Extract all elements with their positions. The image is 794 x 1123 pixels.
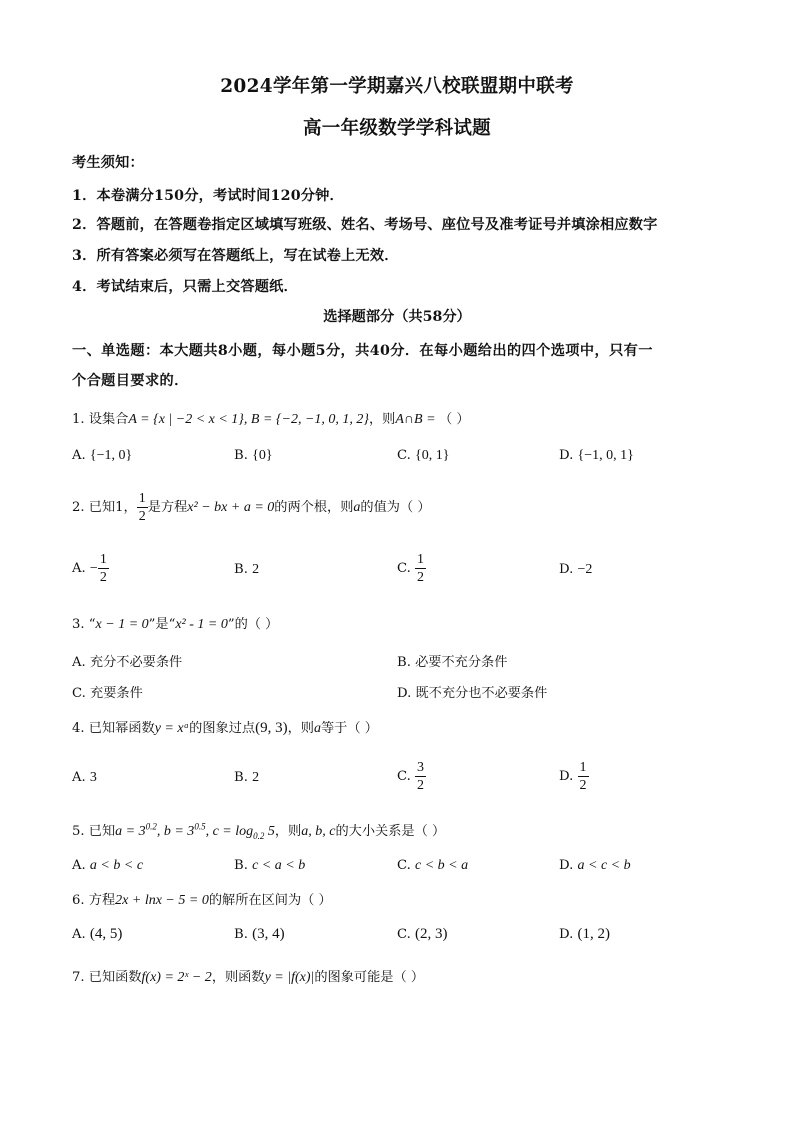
- point: (9, 3): [255, 720, 288, 736]
- question-3: [72, 613, 278, 633]
- q6-option-d[interactable]: D. (1, 2): [559, 926, 610, 942]
- question-7-tail: 的图象可能是（ ）: [314, 970, 425, 985]
- q6-option-a[interactable]: A. (4, 5): [72, 926, 123, 942]
- q5-option-d[interactable]: D. a < c < b: [559, 858, 631, 873]
- function-f: f(x) = 2ˣ − 2: [141, 970, 212, 985]
- q2-option-c[interactable]: C. $\frac{1}{2}$: [397, 552, 425, 585]
- question-3-number: 3. “: [72, 617, 96, 632]
- q1-option-d[interactable]: D. {−1, 0, 1}: [559, 448, 634, 463]
- question-3-mid: ”是“: [148, 617, 176, 632]
- value-b: , $b = 3^{0.5}$: [156, 821, 206, 839]
- condition-1: x − 1 = 0: [95, 617, 149, 632]
- q5-option-c[interactable]: C. c < b < a: [397, 858, 469, 873]
- q1-option-c[interactable]: C. {0, 1}: [397, 448, 450, 463]
- variables-abc: a, b, c: [301, 824, 336, 839]
- question-4-tail2: 等于（ ）: [320, 721, 378, 736]
- q1-option-b[interactable]: B. {0}: [234, 448, 273, 463]
- question-4-mid: 的图象过点: [189, 721, 256, 736]
- question-4: [72, 717, 378, 737]
- q6-option-b[interactable]: B. (3, 4): [234, 926, 285, 942]
- q5-option-a[interactable]: A. a < b < c: [72, 858, 144, 873]
- q4-option-d[interactable]: D. $\frac{1}{2}$: [559, 760, 587, 793]
- question-1-number: 1. 设集合: [72, 412, 129, 427]
- q5-option-b[interactable]: B. c < a < b: [234, 858, 306, 873]
- note-item-3: 3．所有答案必须写在答题纸上，写在试卷上无效．: [72, 248, 399, 264]
- question-2-tail1: 的两个根，则: [274, 500, 354, 515]
- value-c: , $c = \log_{0.2} 5$: [205, 824, 275, 841]
- page-title: 2024学年第一学期嘉兴八校联盟期中联考: [220, 76, 574, 97]
- q6-option-c[interactable]: C. (2, 3): [397, 926, 448, 942]
- q3-option-c[interactable]: C. 充要条件: [72, 686, 143, 701]
- question-4-number: 4. 已知幂函数: [72, 721, 155, 736]
- power-function: y = xᵃ: [154, 721, 190, 736]
- question-4-tail1: ，则: [287, 721, 314, 736]
- set-a: A = {x | −2 < x < 1}: [128, 412, 244, 427]
- condition-2: x² - 1 = 0: [175, 617, 228, 632]
- variable-a: a: [353, 500, 361, 515]
- note-item-2: 2．答题前，在答题卷指定区域填写班级、姓名、考场号、座位号及准考证号并填涂相应数字: [72, 217, 658, 233]
- question-3-tail: ”的（ ）: [227, 617, 279, 632]
- question-1: [72, 408, 470, 428]
- q2-option-b[interactable]: B. 2: [234, 562, 260, 577]
- q2-option-d[interactable]: D. −2: [559, 562, 593, 577]
- intersection-expr: A∩B =: [395, 412, 440, 427]
- notes-heading: 考生须知：: [72, 155, 144, 171]
- fraction-half: $\frac{1}{2}$: [138, 491, 146, 524]
- question-1-then: ，则: [369, 412, 396, 427]
- question-2: [72, 490, 431, 525]
- question-7-number: 7. 已知函数: [72, 970, 142, 985]
- equation: 2x + lnx − 5 = 0: [115, 893, 209, 908]
- q4-option-c[interactable]: C. $\frac{3}{2}$: [397, 760, 425, 793]
- page-subtitle: 高一年级数学学科试题: [302, 118, 491, 139]
- answer-blank: （ ）: [439, 412, 470, 427]
- note-item-4: 4．考试结束后，只需上交答题纸．: [72, 279, 298, 295]
- question-5-tail1: ，则: [274, 824, 302, 839]
- question-2-mid: 是方程: [147, 500, 188, 515]
- question-6-number: 6. 方程: [72, 893, 116, 908]
- variable-a: a: [313, 721, 321, 736]
- note-item-1: 1．本卷满分150分，考试时间120分钟．: [72, 188, 344, 204]
- question-5-number: 5. 已知: [72, 824, 116, 839]
- q4-option-b[interactable]: B. 2: [234, 770, 260, 785]
- quadratic-equation: x² − bx + a = 0: [187, 500, 275, 515]
- question-2-tail2: 的值为（ ）: [360, 500, 431, 515]
- function-abs-f: y = |f(x)|: [264, 970, 315, 985]
- q4-option-a[interactable]: A. 3: [72, 770, 97, 785]
- question-5: [72, 820, 445, 841]
- section-title: 选择题部分（共58分）: [323, 309, 471, 325]
- q3-option-a[interactable]: A. 充分不必要条件: [72, 655, 183, 670]
- section-instruction-line2: 个合题目要求的．: [72, 373, 189, 389]
- set-b: , B = {−2, −1, 0, 1, 2}: [243, 412, 369, 427]
- question-7: [72, 966, 424, 986]
- question-7-mid: ，则函数: [211, 970, 265, 985]
- value-a: $a = 3^{0.2}$: [115, 821, 157, 839]
- question-6: [72, 889, 332, 909]
- q1-option-a[interactable]: A. {−1, 0}: [72, 448, 133, 463]
- q3-option-b[interactable]: B. 必要不充分条件: [397, 655, 508, 670]
- question-6-tail: 的解所在区间为（ ）: [208, 893, 332, 908]
- q3-option-d[interactable]: D. 既不充分也不必要条件: [397, 686, 548, 701]
- q2-option-a[interactable]: A. − $\frac{1}{2}$: [72, 552, 107, 585]
- question-2-number: 2. 已知1，: [72, 500, 137, 515]
- question-5-tail2: 的大小关系是（ ）: [335, 824, 446, 839]
- section-instruction-line1: 一、单选题：本大题共8小题，每小题5分，共40分．在每小题给出的四个选项中，只有一: [72, 343, 653, 359]
